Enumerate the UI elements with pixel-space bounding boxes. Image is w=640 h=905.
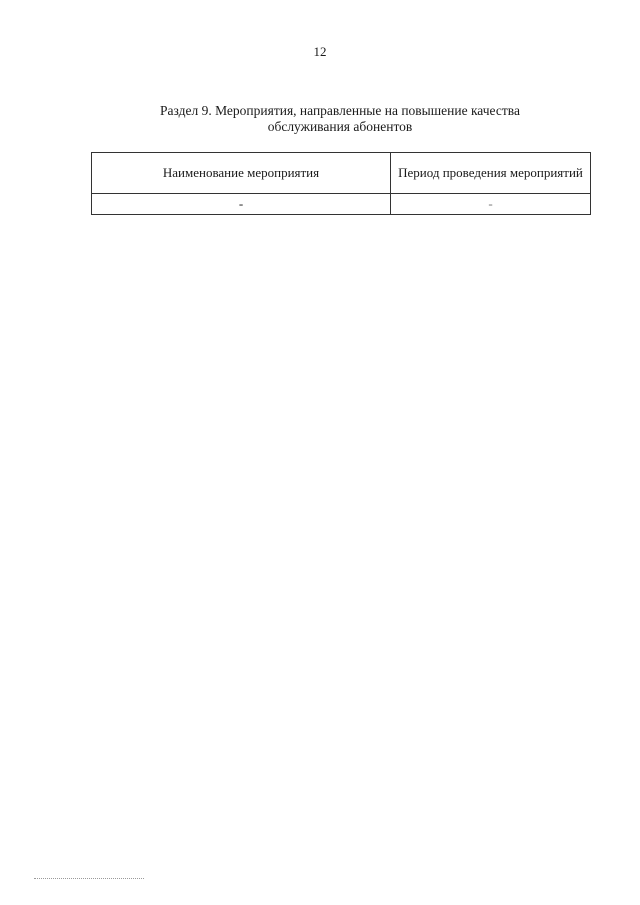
scan-artifact-line: [34, 878, 144, 879]
cell-event-name: -: [92, 194, 391, 215]
events-table: [91, 152, 591, 215]
section-title-line-1: Раздел 9. Мероприятия, направленные на повышение качества: [160, 103, 520, 118]
section-title-line-2: обслуживания абонентов: [267, 119, 413, 134]
section-title: [90, 103, 590, 135]
header-event-name: Наименование мероприятия: [92, 153, 391, 194]
cell-event-period: -: [391, 194, 591, 215]
page-number: 12: [313, 44, 327, 59]
table-row: [92, 194, 591, 215]
table-header-row: [92, 153, 591, 194]
header-event-period: Период проведения мероприятий: [391, 153, 591, 194]
